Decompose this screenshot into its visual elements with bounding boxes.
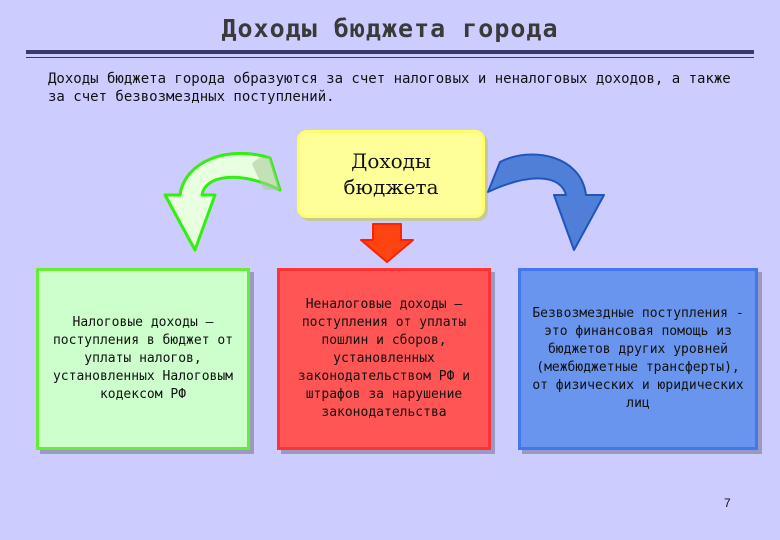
non-tax-income-text: Неналоговые доходы – поступления от уплаты пошлин и сборов, установленных законодательством РФ и штрафов за нарушение законодательства — [297, 297, 471, 420]
page-title: Доходы бюджета города — [221, 14, 559, 43]
gratuitous-receipts-box — [518, 268, 758, 450]
gratuitous-receipts-text: Безвозмездные поступления - это финансовая помощь из бюджетов других уровней (межбюджетные трансферты), от физических и юридических лиц — [532, 306, 744, 411]
budget-income-line1: Доходы — [351, 149, 431, 173]
budget-income-line2: бюджета — [343, 175, 439, 199]
down-arrow-icon — [357, 222, 417, 264]
page-number: 7 — [724, 496, 731, 510]
title-underline-thin — [26, 57, 754, 58]
budget-income-box — [297, 130, 485, 218]
intro-paragraph: Доходы бюджета города образуются за счет налоговых и неналоговых доходов, а также за счет безвозмездных поступлений. — [48, 71, 731, 105]
tax-income-box — [36, 268, 250, 450]
tax-income-text: Налоговые доходы – поступления в бюджет от уплаты налогов, установленных Налоговым кодексом РФ — [52, 315, 233, 402]
left-curved-arrow-icon — [160, 150, 285, 260]
title-underline-thick — [26, 50, 754, 54]
right-curved-arrow-icon — [486, 150, 611, 260]
non-tax-income-box — [277, 268, 491, 450]
